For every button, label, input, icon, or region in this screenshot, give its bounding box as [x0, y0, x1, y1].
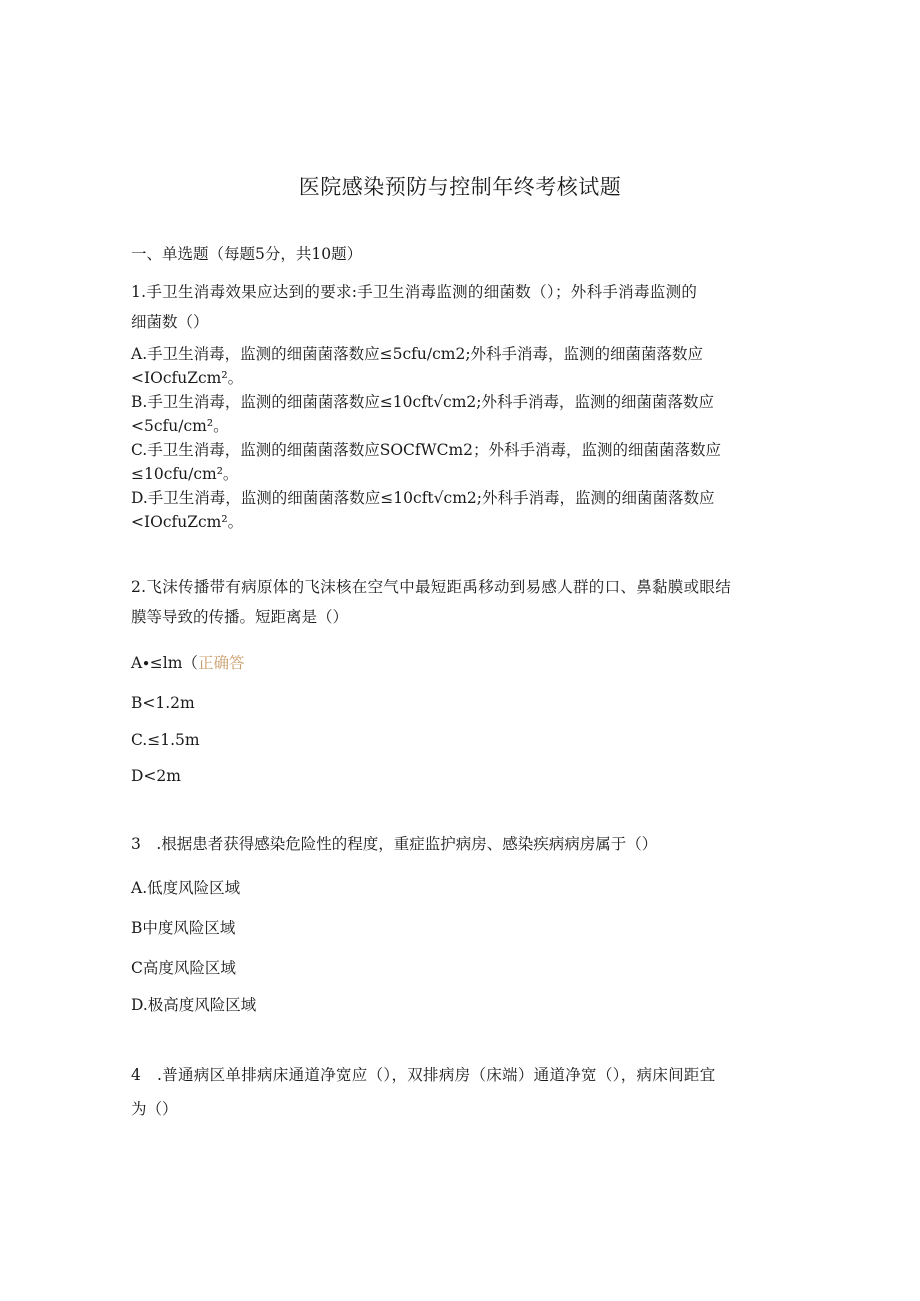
q3-option-d: D.极高度风险区域 — [131, 996, 257, 1014]
q4-stem-line1: 4 .普通病区单排病床通道净宽应（），双排病房（床端）通道净宽（），病床间距宜 — [131, 1066, 716, 1084]
q2-stem-line1: 2.飞沫传播带有病原体的飞沫核在空气中最短距禹移动到易感人群的口、鼻黏膜或眼结 — [131, 578, 731, 596]
q2-option-a — [131, 653, 244, 673]
section-heading: 一、单选题（每题5分，共10题） — [131, 245, 363, 263]
q2-option-d: D<2m — [131, 767, 181, 785]
q3-option-b: B中度风险区域 — [131, 919, 236, 937]
q1-option-c-line1: C.手卫生消毒，监测的细菌菌落数应SOCfWCm2；外科手消毒，监测的细菌菌落数应 — [131, 441, 722, 459]
q1-option-d-line2: <IOcfuZcm²。 — [131, 513, 244, 531]
q1-option-b-line1: B.手卫生消毒，监测的细菌菌落数应≤10cft√cm2;外科手消毒，监测的细菌菌落数应 — [131, 393, 715, 411]
q1-option-d-line1: D.手卫生消毒，监测的细菌菌落数应≤10cft√cm2;外科手消毒，监测的细菌菌落数应 — [131, 489, 715, 507]
q1-stem-line1: 1.手卫生消毒效果应达到的要求:手卫生消毒监测的细菌数（）；外科手消毒监测的 — [131, 283, 698, 301]
q2-stem-line2: 膜等导致的传播。短距离是（） — [131, 608, 349, 626]
q3-stem: 3 .根据患者获得感染危险性的程度，重症监护病房、感染疾病病房属于（） — [131, 835, 658, 853]
q1-option-a-line1: A.手卫生消毒，监测的细菌菌落数应≤5cfu∕cm2;外科手消毒，监测的细菌菌落数应 — [131, 345, 704, 363]
q1-stem-line2: 细菌数（） — [131, 313, 209, 331]
q2-option-a-text: A∙≤lm（ — [131, 654, 198, 672]
q1-option-a-line2: <IOcfuZcm²。 — [131, 369, 244, 387]
answer-hint: 正确答 — [197, 654, 245, 672]
q2-option-c: C.≤1.5m — [131, 731, 200, 749]
q3-option-c: C高度风险区域 — [131, 959, 236, 977]
page-title: 医院感染预防与控制年终考核试题 — [298, 175, 622, 199]
q3-option-a: A.低度风险区域 — [131, 879, 241, 897]
q2-option-b: B<1.2m — [131, 694, 195, 712]
q1-option-b-line2: <5cfu∕cm²。 — [131, 417, 229, 435]
q1-option-c-line2: ≤10cfu∕cm²。 — [131, 465, 239, 483]
q4-stem-line2: 为（） — [131, 1100, 178, 1118]
